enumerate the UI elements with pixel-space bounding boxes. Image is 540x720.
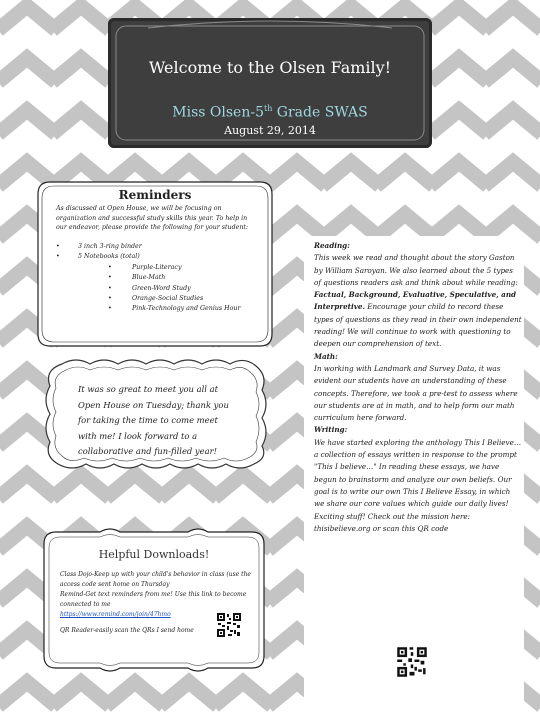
- writing-heading: Writing:: [314, 425, 348, 435]
- list-item: • 5 Notebooks (total): [56, 252, 266, 262]
- list-item: • Blue-Math: [56, 273, 266, 283]
- page-title: Welcome to the Olsen Family!: [148, 58, 392, 77]
- greeting-panel: [42, 358, 270, 470]
- reading-text: This week we read and thought about the story Gaston by William Saroyan. We also learned about the 5 types of questions readers ask and think about while reading:: [314, 253, 518, 287]
- writing-paragraph: We have started exploring the anthology This I Believe…a collection of essays written in response to the prompt "This I believe…" In reading these essays, we have begun to brainstorm and analyze our own beliefs. Our goal is to write our own This I Believe Essay, in which we share our core values which guide our daily lives! Exciting stuff! Check out the mission here: thisibelieve.org or scan this QR code: [314, 437, 522, 533]
- thisibelieve-qr-code[interactable]: [396, 646, 428, 678]
- greeting-message: It was so great to meet you all at Open House on Tuesday; thank you for taking the time to come meet with me! I look forward to a collaborative and fun-filled year!: [78, 384, 229, 456]
- remind-qr-code[interactable]: [216, 612, 242, 638]
- downloads-title: Helpful Downloads!: [98, 548, 210, 561]
- math-heading: Math:: [314, 351, 338, 361]
- newsletter-date: August 29, 2014: [224, 124, 316, 137]
- teacher-name: Miss Olsen-5: [172, 104, 264, 121]
- remind-link[interactable]: https://www.remind.com/join/47hmo: [60, 611, 171, 618]
- reading-paragraph: [314, 252, 522, 350]
- reading-tail: Encourage your child to record these types of questions as they read in their own independent reading! We will continue to work with questioning to deepen our comprehension of text.: [314, 302, 522, 349]
- reminders-intro: As discussed at Open House, we will be focusing on organization and successful study skills this year. To help in our endeavor, please provide the following for your student:: [56, 205, 249, 231]
- qr-reader-note: QR Reader-easily scan the QRs I send home: [60, 627, 194, 634]
- remind-note: Remind-Get text reminders from me! Use this link to become connected to me: [60, 591, 247, 608]
- list-item: • Purple-Literacy: [56, 263, 266, 273]
- question-types: Factual, Background, Evaluative, Speculative, and Interpretive.: [314, 290, 517, 312]
- reminders-list: [56, 242, 266, 315]
- reading-heading: Reading:: [314, 241, 350, 250]
- class-news-article: [304, 236, 524, 716]
- list-item: • Green-Word Study: [56, 284, 266, 294]
- list-item: • 3 inch 3-ring binder: [56, 242, 266, 252]
- reminders-title: Reminders: [118, 188, 192, 202]
- math-paragraph: In working with Landmark and Survey Data, it was evident our students have an understanding of these concepts. Therefore, we took a pre-test to assess where our students are at in math, and to help form our math curriculum here forward.: [314, 363, 518, 423]
- list-item: • Pink-Technology and Genius Hour: [56, 304, 266, 314]
- teacher-subtitle: [108, 104, 432, 121]
- downloads-panel: [40, 528, 268, 672]
- grade-suffix: th: [263, 104, 273, 113]
- class-dojo-note: Class Dojo-Keep up with your child's behavior in class (use the access code sent home on Thursday: [60, 571, 251, 588]
- list-item: • Orange-Social Studies: [56, 294, 266, 304]
- article-text: [314, 240, 522, 535]
- grade-school: Grade SWAS: [272, 104, 368, 121]
- reminders-panel: [36, 180, 274, 348]
